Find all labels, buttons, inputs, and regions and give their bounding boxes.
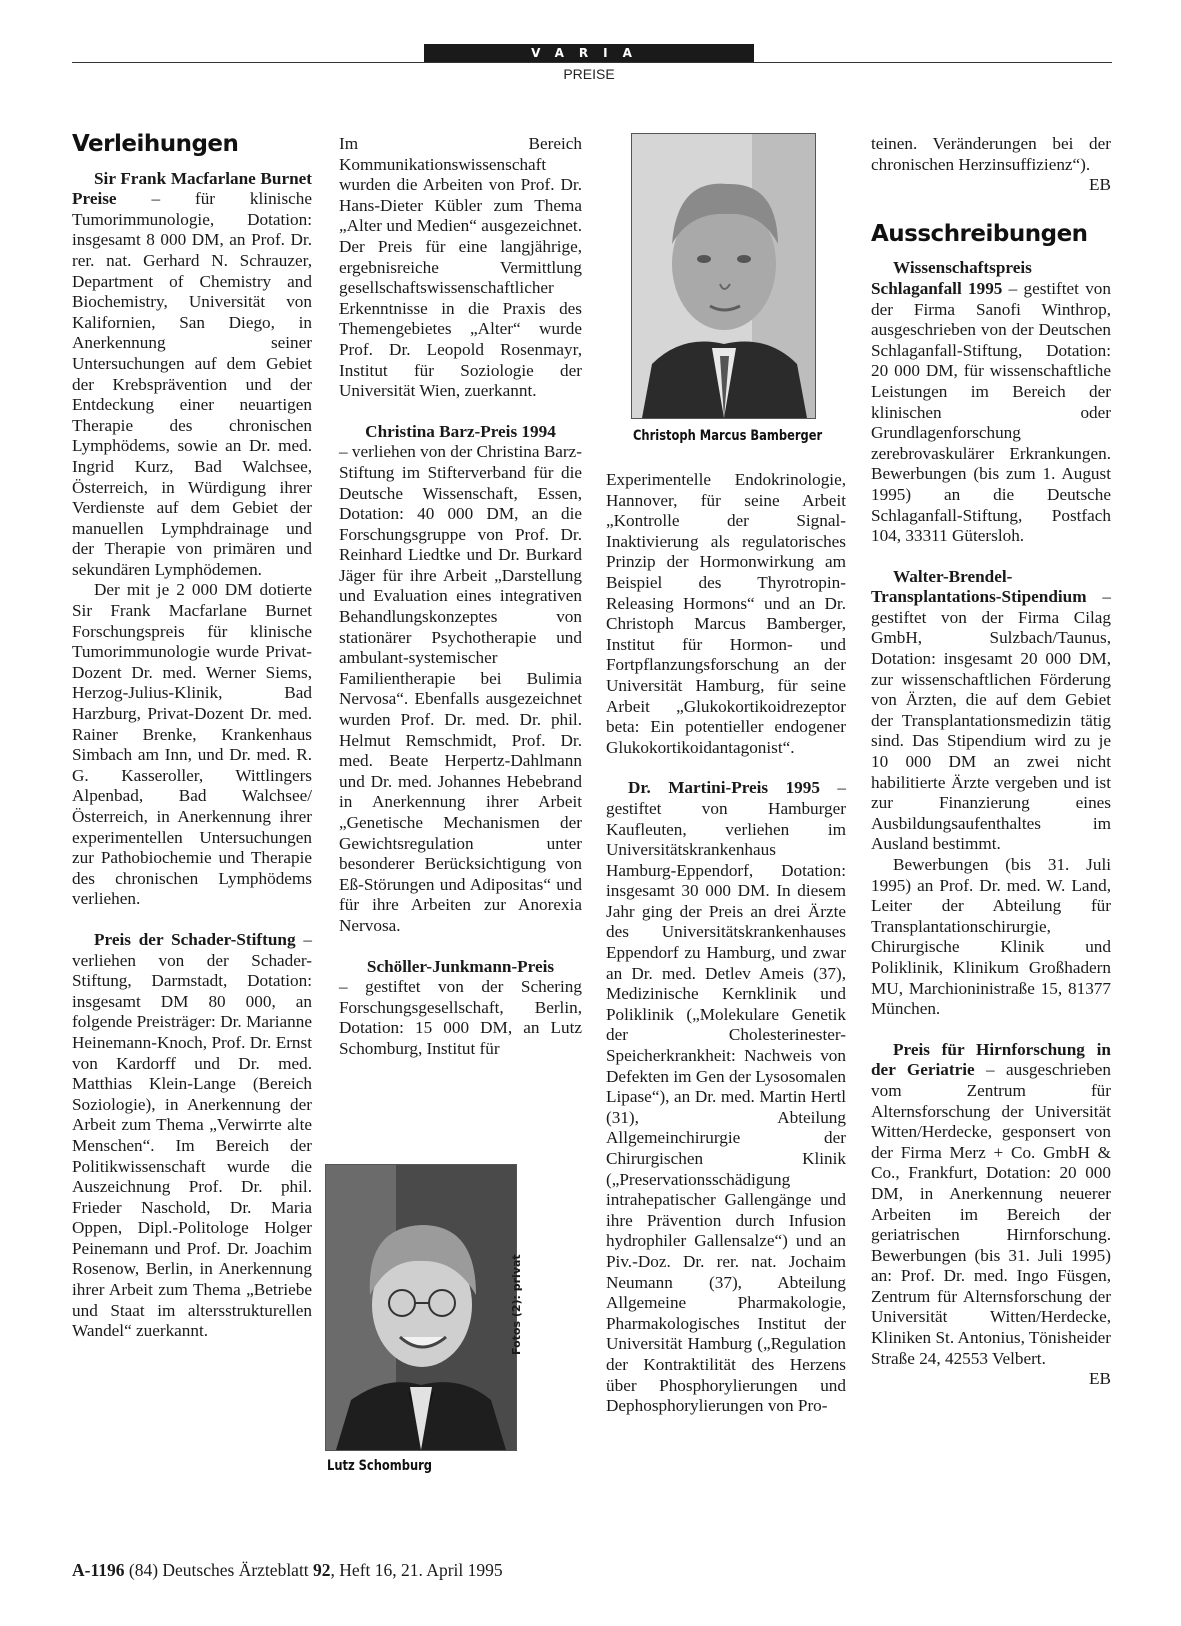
section-bar: VARIA (424, 44, 754, 62)
page-code: A-1196 (72, 1560, 125, 1580)
award-title: Sir Frank Macfarlane Burnet Preise (72, 168, 312, 209)
award-title: Wissenschaftspreis Schlaganfall 1995 (871, 258, 1032, 298)
paragraph-schlaganfall (871, 258, 1111, 546)
award-title-schoeller: Schöller-Junkmann-Preis (366, 956, 555, 976)
heading-ausschreibungen: Ausschreibungen (871, 220, 1088, 247)
paragraph-barz: – verliehen von der Christina Barz-Stiftung im Stifterverband für die Deutsche Wissenschaft, Essen, Dotation: 40 000 DM, an die Forschungsgruppe von Prof. Dr. Reinhard Liedtke und Dr. Burkard Jäger für ihre Arbeit „Darstellung und Evaluation eines integrativen Behandlungskonzeptes von stationärer Psychotherapie und ambulant-systemischer Familientherapie bei Bulimia Nervosa“. Ebenfalls ausgezeichnet wurden Prof. Dr. med. Dr. phil. Helmut Remschmidt, Prof. Dr. med. Beate Herpertz-Dahlmann und Dr. med. Johannes Hebebrand in Anerkennung ihrer Arbeit „Genetische Mechanismen der Gewichtsregulation unter besonderer Berücksichtigung von Eß-Störungen und Adipositas“ und für ihre Arbeiten zur Anorexia Nervosa. (339, 442, 582, 935)
portrait-illustration (326, 1165, 516, 1450)
paragraph-text: – für klinische Tumorimmunologie, Dotation: insgesamt 8 000 DM, an Prof. Dr. rer. nat. Gerhard N. Schrauzer, Department of Chemistry and Biochemistry, Universität von Kalifornien, San Diego, in Anerkennung seiner Untersuchungen auf dem Gebiet der Krebsprävention und der Entdeckung einer neuartigen Therapie des chronischen Lymphödems, sowie an Dr. med. Ingrid Kurz, Bad Walchsee, Österreich, in Würdigung ihrer Verdienste auf dem Gebiet der manuellen Lymphdrainage und der Therapie von primären und sekundären Lymphödemen. (72, 189, 312, 579)
award-title: Walter-Brendel-Transplantations-Stipendium (871, 566, 1087, 607)
photo-caption-schomburg: Lutz Schomburg (327, 1458, 433, 1474)
journal-volume: 92 (313, 1560, 331, 1580)
author-signature: EB (1089, 1369, 1111, 1389)
paragraph-endokrinologie: Experimentelle Endokrinologie, Hannover, für seine Arbeit „Kontrolle der Signal-Inaktivierung als regulatorisches Prinzip der Hormonwirkung am Beispiel des Thyrotropin-Releasing Hormons“ und an Dr. Christoph Marcus Bamberger, Institut für Hormon- und Fortpflanzungsforschung an der Universität Hamburg, für seine Arbeit „Glukokortikoidrezeptor beta: Ein potentieller endogener Glukokortikoidantagonist“. (606, 470, 846, 757)
paragraph-brendel (871, 567, 1111, 855)
column-2 (339, 134, 582, 1060)
portrait-illustration (632, 134, 815, 418)
paragraph-schader (72, 930, 312, 1342)
column-4 (871, 134, 1111, 1390)
paragraph-text: – gestiftet von der Firma Cilag GmbH, Sulzbach/Taunus, Dotation: insgesamt 20 000 DM, zur wissenschaftlichen Förderung von Ärzten, die auf dem Gebiet der Transplantationsmedizin tätig sind. Das Stipendium wird zu je 10 000 DM an zwei nicht habilitierte Ärzte vergeben und ist zur Finanzierung eines Ausbildungsaufenthaltes im Ausland bestimmt. (871, 587, 1111, 854)
paragraph-text: – gestiftet von der Firma Sanofi Winthrop, ausgeschrieben von der Deutschen Schlaganfall-Stiftung, Dotation: 20 000 DM, für wissenschaftliche Leistungen im Bereich der klinischen oder Grundlagenforschung zerebrovaskulärer Erkrankungen. Bewerbungen (bis zum 1. August 1995) an die Deutsche Schlaganfall-Stiftung, Postfach 104, 33311 Gütersloh. (871, 278, 1111, 546)
paragraph-text: – ausgeschrieben vom Zentrum für Alternsforschung der Universität Witten/Herdecke, gesponsert von der Firma Merz + Co. GmbH & Co., Frankfurt, Dotation: 20 000 DM, in Anerkennung neuerer Arbeiten im Bereich der geriatrischen Hirnforschung. Bewerbungen (bis 31. Juli 1995) an: Prof. Dr. med. Ingo Füsgen, Zentrum für Alternsforschung der Universität Witten/Herdecke, Kliniken St. Antonius, Tönisheider Straße 24, 42553 Velbert. (871, 1060, 1111, 1368)
paragraph-martini (606, 778, 846, 1416)
journal-issue: , Heft 16, 21. April 1995 (330, 1560, 503, 1580)
paragraph-burnet (72, 169, 312, 581)
paragraph-bewerbungen: Bewerbungen (bis 31. Juli 1995) an Prof. Dr. med. W. Land, Leiter der Abteilung für Transplantationschirurgie, Chirurgische Klinik und Poliklinik, Klinikum Großhadern MU, Marchioninistraße 15, 81377 München. (871, 855, 1111, 1019)
column-3 (606, 470, 846, 1417)
journal-name: Deutsches Ärzteblatt (162, 1560, 309, 1580)
paragraph-text: – gestiftet von Hamburger Kaufleuten, verliehen im Universitätskrankenhaus Hamburg-Eppendorf, Dotation: insgesamt 30 000 DM. In diesem Jahr ging der Preis an drei Ärzte des Universitätskrankenhauses Eppendorf zu Hamburg, und zwar an Dr. med. Detlev Ameis (37), Medizinische Kernklinik und Poliklinik („Molekulare Genetik der Cholesterinester-Speicherkrankheit: Nachweis von Defekten im Gen der Lysosomalen Lipase“), an Dr. med. Martin Hertl (31), Abteilung Allgemeinchirurgie der Chirurgischen Klinik („Preservationsschädigung intrahepatischer Gallengänge und ihre Prävention durch Infusion hydrophiler Gallensalze“) und an Piv.-Doz. Dr. rer. nat. Jochaim Neumann (37), Abteilung Allgemeine Pharmakologie, Pharmakologisches Institut der Universität Hamburg („Regulation der Kontraktilität des Herzens über Phosphorylierungen und Dephosphorylierungen von Pro- (606, 778, 846, 1416)
award-title: Preis für Hirnforschung in der Geriatrie (871, 1039, 1111, 1080)
header-rule (72, 62, 1112, 63)
portrait-photo-schomburg (325, 1164, 517, 1451)
paragraph-text: – verliehen von der Schader-Stiftung, Darmstadt, Dotation: insgesamt DM 80 000, an folgende Preisträger: Dr. Marianne Heinemann-Knoch, Prof. Dr. Ernst von Kardorff und Dr. med. Matthias Klein-Lange (Bereich Soziologie), in Anerkennung der Arbeit zum Thema „Verwirrte alte Menschen“. Im Bereich der Politikwissenschaft wurde die Auszeichnung Prof. Dr. phil. Frieder Naschold, Dr. Maria Oppen, Dipl.-Politologe Holger Peinemann und Prof. Dr. Joachim Rosenow, Berlin, in Anerkennung ihrer Arbeit zum Thema „Betriebe und Staat im altersstrukturellen Wandel“ zuerkannt. (72, 929, 312, 1341)
page-number: (84) (128, 1560, 159, 1580)
award-title: Dr. Martini-Preis 1995 (628, 778, 820, 798)
photo-credit: Fotos (2): privat (510, 1254, 523, 1355)
photo-caption-bamberger: Christoph Marcus Bamberger (633, 428, 823, 444)
portrait-photo-bamberger (631, 133, 816, 419)
heading-verleihungen: Verleihungen (72, 131, 239, 157)
page-footer (72, 1560, 503, 1581)
award-title-barz: Christina Barz-Preis 1994 (365, 421, 556, 441)
author-signature: EB (1089, 175, 1111, 195)
paragraph-kommunikation: Im Bereich Kommunikationswissenschaft wurden die Arbeiten von Prof. Dr. Hans-Dieter Kübler zum Thema „Alter und Medien“ ausgezeichnet. Der Preis für eine langjährige, ergebnisreiche Vermittlung gesellschaftswissenschaftlicher Erkenntnisse in die Praxis des Themengebietes „Alter“ wurde Prof. Dr. Leopold Rosenmayr, Institut für Soziologie der Universität Wien, zuerkannt. (339, 134, 582, 401)
column-1 (72, 131, 312, 1342)
paragraph-text: teinen. Veränderungen bei der chronischen Herzinsuffizienz“). (871, 134, 1111, 174)
paragraph-schoeller: – gestiftet von der Schering Forschungsgesellschaft, Berlin, Dotation: 15 000 DM, an Lutz Schomburg, Institut für (339, 977, 582, 1058)
paragraph-hirnforschung (871, 1040, 1111, 1370)
paragraph-herzinsuffizienz (871, 134, 1111, 175)
award-title: Preis der Schader-Stiftung (94, 929, 296, 949)
section-label: PREISE (563, 66, 615, 82)
paragraph-forschungspreis: Der mit je 2 000 DM dotierte Sir Frank Macfarlane Burnet Forschungspreis für klinische Tumorimmunologie wurde Privat-Dozent Dr. med. Werner Siems, Herzog-Julius-Klinik, Bad Harzburg, Privat-Dozent Dr. med. Rainer Brenke, Krankenhaus Simbach am Inn, und Dr. med. R. G. Kasseroller, Wittlingers Alpenbad, Bad Walchsee/Österreich, in Anerkennung ihrer experimentellen Untersuchungen zur Pathobiochemie und Therapie des chronischen Lymphödems verliehen. (72, 580, 312, 909)
